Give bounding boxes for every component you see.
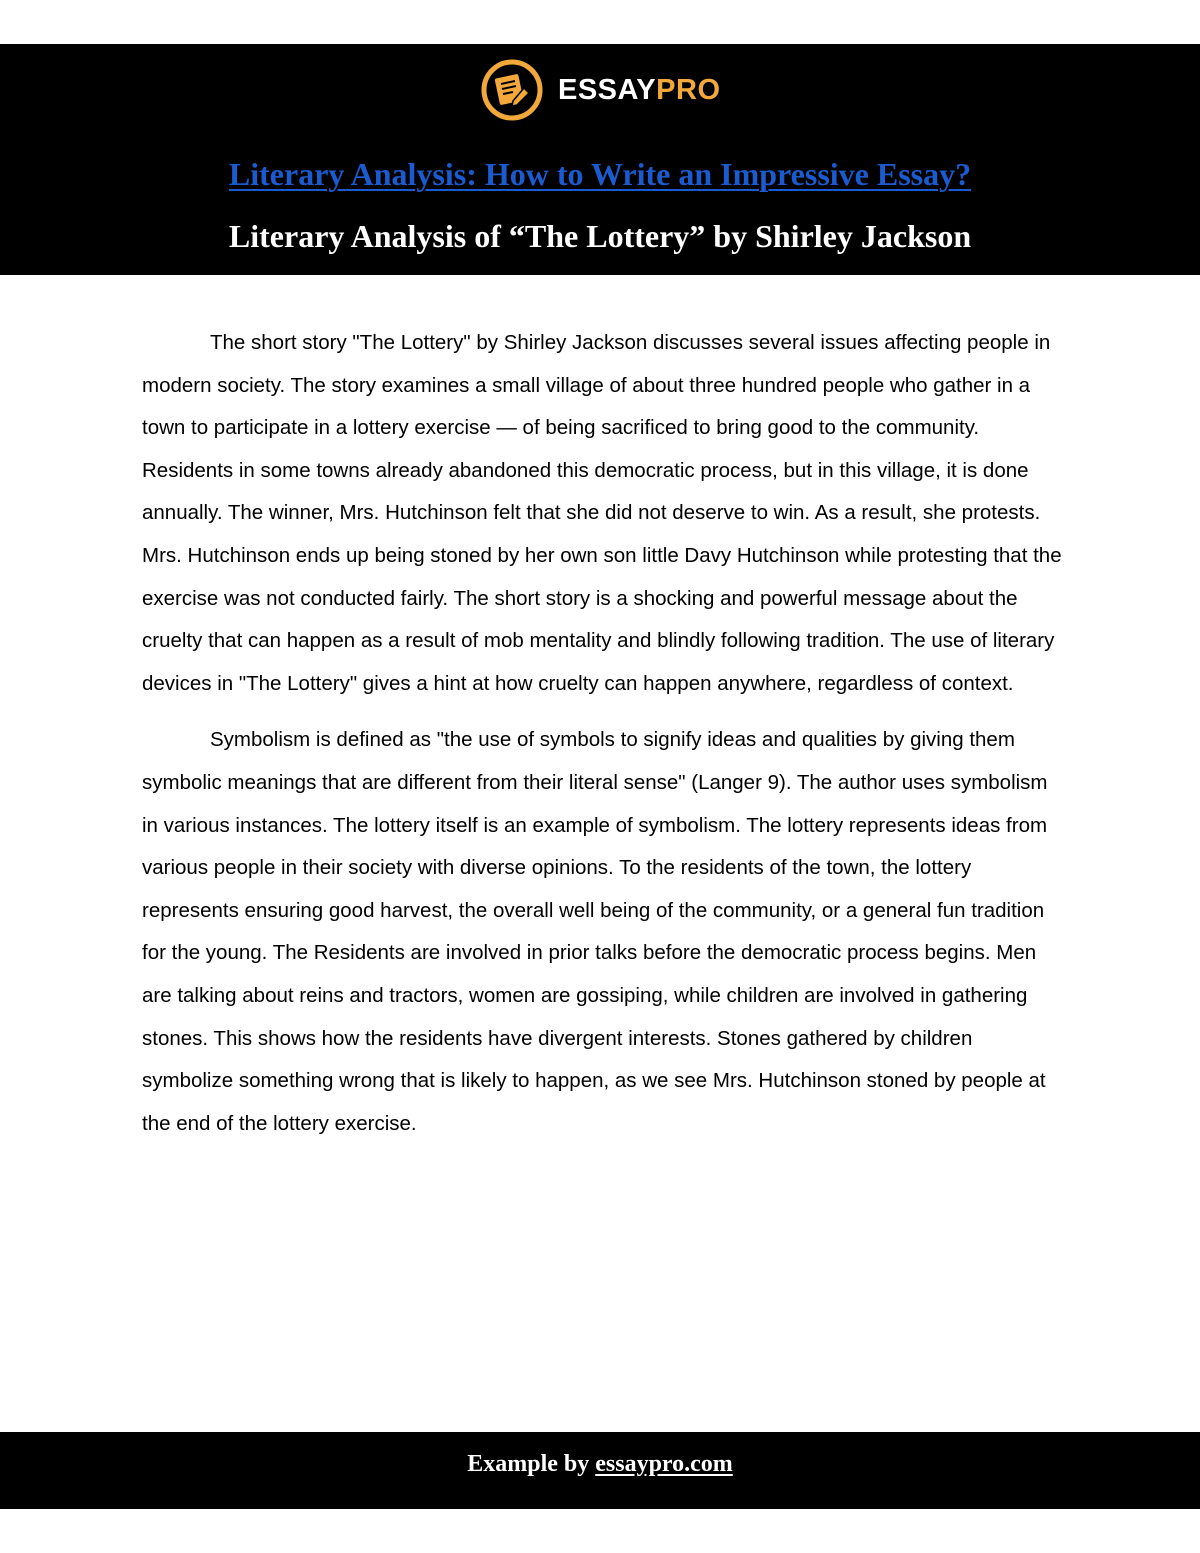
essay-paragraph-2: Symbolism is defined as "the use of symbols to signify ideas and qualities by giving them symbolic meanings that are different from their literal sense" (Langer 9). The author uses symbolism in various instances. The lottery itself is an example of symbolism. The lottery represents ideas from various people in their society with diverse opinions. To the residents of the town, the lottery represents ensuring good harvest, the overall well being of the community, or a general fun tradition for the young. The Residents are involved in prior talks before the democratic process begins. Men are talking about reins and tractors, women are gossiping, while children are involved in gathering stones. This shows how the residents have divergent interests. Stones gathered by children symbolize something wrong that is likely to happen, as we see Mrs. Hutchinson stoned by people at the end of the lottery exercise. <box>142 728 1048 1135</box>
guide-title-link[interactable]: Literary Analysis: How to Write an Impressive Essay? <box>228 156 972 192</box>
logo-word-essay: ESSAY <box>558 73 657 106</box>
footer-site-link[interactable]: essaypro.com <box>595 1451 733 1477</box>
footer-credit <box>0 1444 1200 1484</box>
logo-word-pro: PRO <box>656 73 721 106</box>
essay-paragraph-1: The short story "The Lottery" by Shirley Jackson discusses several issues affecting people in modern society. The story examines a small village of about three hundred people who gather in a town to participate in a lottery exercise — of being sacrificed to bring good to the community. Residents in some towns already abandoned this democratic process, but in this village, it is done annually. The winner, Mrs. Hutchinson felt that she did not deserve to win. As a result, she protests. Mrs. Hutchinson ends up being stoned by her own son little Davy Hutchinson while protesting that the exercise was not conducted fairly. The short story is a shocking and powerful message about the cruelty that can happen as a result of mob mentality and blindly following tradition. The use of literary devices in "The Lottery" gives a hint at how cruelty can happen anywhere, regardless of context. <box>142 331 1062 695</box>
essay-title: Literary Analysis of “The Lottery” by Shirley Jackson <box>228 218 972 254</box>
footer-prefix: Example by <box>467 1451 596 1477</box>
essaypro-logo <box>480 57 721 123</box>
logo-wordmark <box>558 73 721 106</box>
essay-body <box>142 322 1064 1159</box>
guide-title <box>0 152 1200 196</box>
essaypro-notepad-pen-icon <box>480 58 544 122</box>
